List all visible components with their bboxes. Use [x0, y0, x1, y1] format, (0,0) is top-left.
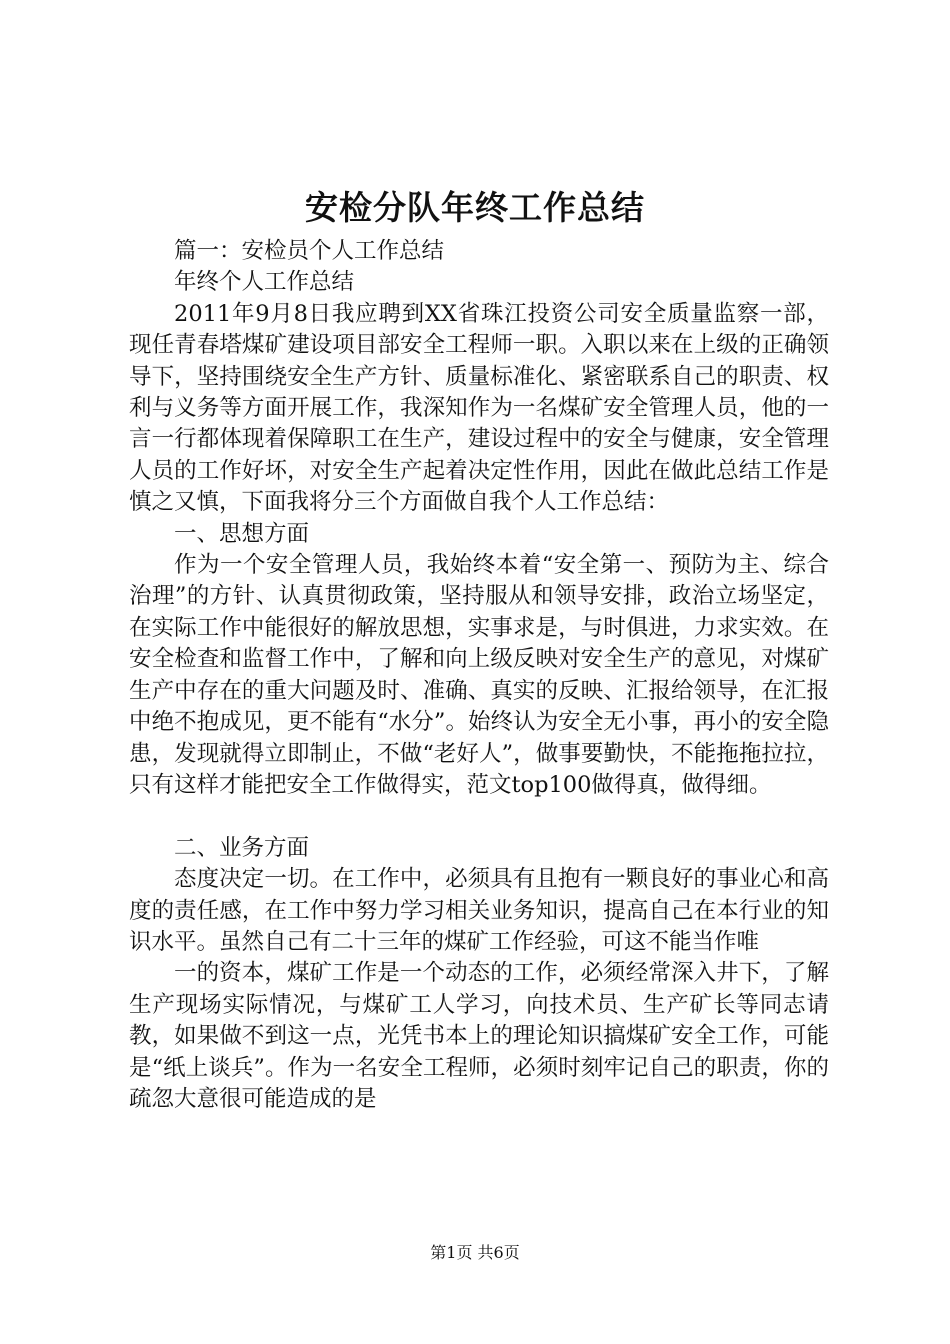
document-body	[129, 236, 829, 1115]
part2-heading: 二、业务方面	[174, 834, 310, 861]
part2-paragraph-2: 一的资本，煤矿工作是一个动态的工作，必须经常深入井下，了解生产现场实际情况，与煤矿工人学习，向技术员、生产矿长等同志请教，如果做不到这一点，光凭书本上的理论知识搞煤矿安全工作，可能是“纸上谈兵”。作为一名安全工程师，必须时刻牢记自己的职责，你的疏忽大意很可能造成的是	[129, 960, 829, 1112]
page-number-footer: 第1页 共6页	[430, 1243, 520, 1262]
subheading: 年终个人工作总结	[174, 269, 355, 296]
section-heading: 篇一：安检员个人工作总结	[174, 238, 445, 264]
part1-heading: 一、思想方面	[174, 520, 310, 547]
intro-paragraph: 2011年9月8日我应聘到XX省珠江投资公司安全质量监察一部，现任青春塔煤矿建设项目部安全工程师一职。入职以来在上级的正确领导下，坚持围绕安全生产方针、质量标准化、紧密联系自己的职责、权利与义务等方面开展工作，我深知作为一名煤矿安全管理人员，他的一言一行都体现着保障职工在生产，建设过程中的安全与健康，安全管理人员的工作好坏，对安全生产起着决定性作用，因此在做此总结工作是慎之又慎，下面我将分三个方面做自我个人工作总结：	[129, 300, 829, 516]
document-title: 安检分队年终工作总结	[305, 188, 645, 227]
part2-paragraph-1: 态度决定一切。在工作中，必须具有且抱有一颗良好的事业心和高度的责任感，在工作中努力学习相关业务知识，提高自己在本行业的知识水平。虽然自己有二十三年的煤矿工作经验，可这不能当作唯	[129, 866, 829, 955]
part1-paragraph: 作为一个安全管理人员，我始终本着“安全第一、预防为主、综合治理”的方针、认真贯彻政策，坚持服从和领导安排，政治立场坚定，在实际工作中能很好的解放思想，实事求是，与时俱进，力求实效。在安全检查和监督工作中，了解和向上级反映对安全生产的意见，对煤矿生产中存在的重大问题及时、准确、真实的反映、汇报给领导，在汇报中绝不抱成见，更不能有“水分”。始终认为安全无小事，再小的安全隐患，发现就得立即制止，不做“老好人”，做事要勤快，不能拖拖拉拉，只有这样才能把安全工作做得实，范文top100做得真，做得细。	[129, 552, 829, 798]
